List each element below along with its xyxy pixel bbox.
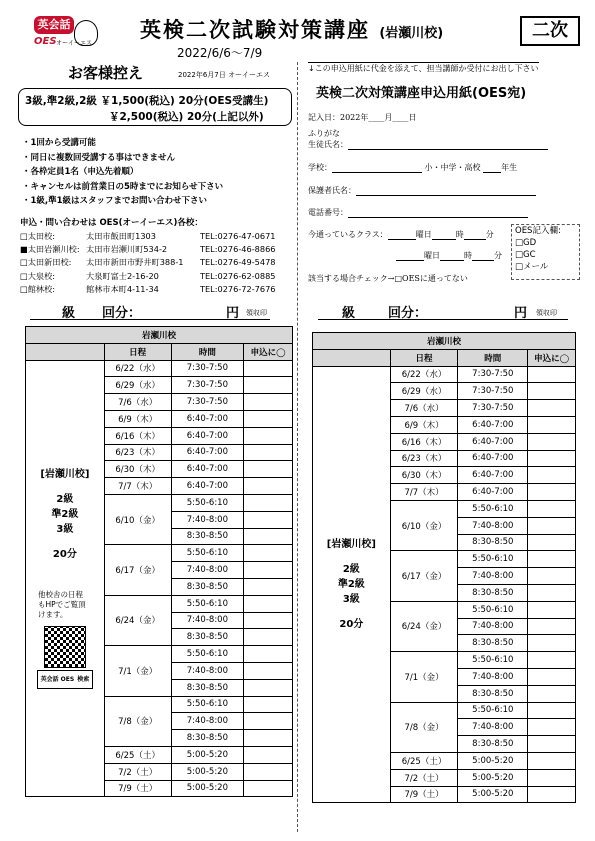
note-item: ・1級,準1級はスタッフまでお問い合わせ下さい <box>22 196 208 206</box>
apply-checkbox[interactable] <box>244 763 293 780</box>
school-tel: TEL:0276-72-7676 <box>200 283 276 294</box>
price-box <box>18 88 292 126</box>
apply-checkbox[interactable] <box>528 551 576 568</box>
apply-checkbox[interactable] <box>244 511 293 528</box>
time-cell: 8:30-8:50 <box>171 629 244 646</box>
grade-3: 3級 <box>342 593 360 605</box>
duration-label: 20分 <box>339 618 364 630</box>
school-address: 太田市飯田町1303 <box>86 231 156 241</box>
time-cell: 7:30-7:50 <box>171 394 244 411</box>
time-cell: 5:00-5:20 <box>458 786 528 803</box>
date-cell: 6/25（土） <box>390 752 458 769</box>
oes-logo <box>34 14 96 58</box>
time-cell: 6:40-7:00 <box>458 484 528 501</box>
grade-pre2: 準2級 <box>51 509 79 521</box>
class-field-2[interactable] <box>396 250 502 261</box>
apply-checkbox[interactable] <box>244 444 293 461</box>
apply-checkbox[interactable] <box>528 517 576 534</box>
other-schools-note: 他校舎の日程もHPでご覧頂けます。 <box>38 590 86 620</box>
contact-heading: 申込・問い合わせは OES(オーイーエス)各校： <box>20 218 203 228</box>
date-cell: 6/17（金） <box>390 551 458 601</box>
school-name: □大泉校: <box>20 270 56 281</box>
apply-checkbox[interactable] <box>244 528 293 545</box>
apply-checkbox[interactable] <box>244 494 293 511</box>
search-badge[interactable] <box>37 670 94 689</box>
time-cell: 7:40-8:00 <box>458 618 528 635</box>
apply-checkbox[interactable] <box>244 662 293 679</box>
apply-checkbox[interactable] <box>528 685 576 702</box>
time-cell: 5:50-6:10 <box>171 545 244 562</box>
time-cell: 5:00-5:20 <box>171 780 244 797</box>
date-cell: 6/16（木） <box>104 427 171 444</box>
header-apply: 申込に◯ <box>528 349 576 366</box>
date-cell: 7/1（金） <box>390 652 458 702</box>
hour-label: 時 <box>455 230 464 239</box>
note-item: ・1回から受講可能 <box>22 138 96 148</box>
time-cell: 6:40-7:00 <box>171 427 244 444</box>
grade-2: 2級 <box>342 563 360 575</box>
entry-date-field[interactable]: 記入日：2022年____月____日 <box>308 113 417 122</box>
schedule-table-form <box>312 332 576 803</box>
time-cell: 7:40-8:00 <box>171 713 244 730</box>
phone-field[interactable] <box>308 207 528 218</box>
time-cell: 5:00-5:20 <box>171 746 244 763</box>
cut-line <box>297 62 298 832</box>
apply-checkbox[interactable] <box>244 679 293 696</box>
notes-list <box>22 136 223 209</box>
time-cell: 8:30-8:50 <box>458 685 528 702</box>
oes-checkbox-gd[interactable]: □GD <box>515 238 537 248</box>
apply-checkbox[interactable] <box>244 612 293 629</box>
apply-checkbox[interactable] <box>528 601 576 618</box>
apply-checkbox[interactable] <box>528 618 576 635</box>
time-cell: 7:40-8:00 <box>171 511 244 528</box>
apply-checkbox[interactable] <box>528 668 576 685</box>
apply-checkbox[interactable] <box>528 383 576 400</box>
apply-checkbox[interactable] <box>528 534 576 551</box>
date-cell: 6/24（金） <box>390 601 458 651</box>
time-cell: 8:30-8:50 <box>171 578 244 595</box>
weekday-label: 曜日 <box>415 230 432 239</box>
time-cell: 7:40-8:00 <box>171 612 244 629</box>
time-cell: 7:40-8:00 <box>458 517 528 534</box>
apply-checkbox[interactable] <box>528 366 576 383</box>
apply-checkbox[interactable] <box>528 450 576 467</box>
time-cell: 7:30-7:50 <box>171 377 244 394</box>
date-cell: 7/6（水） <box>104 394 171 411</box>
header-apply: 申込に◯ <box>244 343 293 360</box>
time-cell: 7:30-7:50 <box>458 400 528 417</box>
date-cell: 6/16（木） <box>390 433 458 450</box>
apply-checkbox[interactable] <box>244 461 293 478</box>
time-cell: 5:00-5:20 <box>458 752 528 769</box>
table-header-row <box>26 343 293 360</box>
table-row <box>26 360 293 377</box>
school-name: ■太田岩瀬川校: <box>20 244 80 255</box>
apply-checkbox[interactable] <box>244 595 293 612</box>
school-row <box>20 230 276 243</box>
time-cell: 6:40-7:00 <box>171 444 244 461</box>
note-item: ・各枠定員1名（申込先着順） <box>22 167 139 177</box>
apply-checkbox[interactable] <box>244 746 293 763</box>
table-school-title: 岩瀬川校 <box>313 333 576 350</box>
time-cell: 8:30-8:50 <box>171 730 244 747</box>
apply-checkbox[interactable] <box>528 769 576 786</box>
apply-checkbox[interactable] <box>244 646 293 663</box>
school-tel: TEL:0276-49-5478 <box>200 257 276 268</box>
note-item: ・同日に複数回受講する事はできません <box>22 152 176 163</box>
school-name: □館林校: <box>20 283 56 294</box>
time-cell: 8:30-8:50 <box>458 534 528 551</box>
apply-checkbox[interactable] <box>528 467 576 484</box>
school-address: 太田市新田市野井町388-1 <box>86 257 184 268</box>
apply-checkbox[interactable] <box>244 427 293 444</box>
yen-label: 円 <box>226 306 240 321</box>
furigana-label: ふりがな <box>308 129 340 138</box>
time-cell: 5:50-6:10 <box>171 646 244 663</box>
customer-copy-label: お客様控え <box>68 64 144 82</box>
title-school: (岩瀬川校) <box>379 26 444 41</box>
date-cell: 6/23（木） <box>104 444 171 461</box>
date-cell: 6/9（木） <box>104 410 171 427</box>
time-cell: 5:50-6:10 <box>458 551 528 568</box>
time-cell: 5:50-6:10 <box>171 595 244 612</box>
price-line-members: 3級,準2級,2級 ￥1,500(税込) 20分(OES受講生) <box>25 95 269 107</box>
date-cell: 6/17（金） <box>104 545 171 595</box>
time-cell: 5:50-6:10 <box>458 500 528 517</box>
table-title-row <box>313 333 576 350</box>
school-label: 学校： <box>308 163 332 172</box>
spacer <box>26 562 104 590</box>
time-cell: 6:40-7:00 <box>458 450 528 467</box>
header-date: 日程 <box>390 349 458 366</box>
date-cell: 6/22（水） <box>104 360 171 377</box>
time-cell: 7:30-7:50 <box>458 366 528 383</box>
header-date: 日程 <box>104 343 171 360</box>
table-row <box>313 366 576 383</box>
school-row <box>20 243 276 256</box>
date-cell: 7/7（木） <box>104 478 171 495</box>
times-label: 回分： <box>102 306 142 321</box>
apply-checkbox[interactable] <box>528 584 576 601</box>
spacer <box>313 607 390 617</box>
time-cell: 6:40-7:00 <box>458 467 528 484</box>
header-blank <box>313 349 391 366</box>
school-tel: TEL:0276-62-0885 <box>200 270 276 281</box>
logo-badge: 英会話 <box>34 16 74 34</box>
apply-checkbox[interactable] <box>244 713 293 730</box>
apply-checkbox[interactable] <box>528 702 576 719</box>
apply-checkbox[interactable] <box>528 568 576 585</box>
table-title-row <box>26 327 293 344</box>
apply-checkbox[interactable] <box>528 416 576 433</box>
apply-checkbox[interactable] <box>244 629 293 646</box>
apply-checkbox[interactable] <box>244 360 293 377</box>
apply-checkbox[interactable] <box>244 410 293 427</box>
date-cell: 6/29（水） <box>390 383 458 400</box>
time-cell: 7:40-8:00 <box>458 668 528 685</box>
spacer <box>26 537 104 547</box>
time-cell: 8:30-8:50 <box>458 635 528 652</box>
apply-checkbox[interactable] <box>528 433 576 450</box>
guardian-field[interactable] <box>308 185 536 196</box>
time-cell: 8:30-8:50 <box>458 584 528 601</box>
grade-3: 3級 <box>56 524 74 536</box>
school-list <box>20 230 276 296</box>
time-cell: 5:50-6:10 <box>171 696 244 713</box>
time-cell: 7:40-8:00 <box>458 719 528 736</box>
apply-checkbox[interactable] <box>528 719 576 736</box>
school-address: 館林市本町4-11-34 <box>86 283 159 294</box>
time-cell: 6:40-7:00 <box>458 433 528 450</box>
time-cell: 6:40-7:00 <box>171 410 244 427</box>
school-row <box>20 256 276 269</box>
grade-label: 級 <box>62 306 76 321</box>
left-school-label: [岩瀬川校] <box>326 538 376 550</box>
course-period: 2022/6/6〜7/9 <box>177 46 263 60</box>
date-cell: 7/7（木） <box>390 484 458 501</box>
grade-2: 2級 <box>56 494 74 506</box>
date-cell: 6/23（木） <box>390 450 458 467</box>
date-cell: 6/30（木） <box>390 467 458 484</box>
oes-staff-box <box>511 224 580 280</box>
receipt-label: 領収印 <box>246 309 267 317</box>
left-school-label: [岩瀬川校] <box>40 469 90 481</box>
time-cell: 7:40-8:00 <box>458 568 528 585</box>
school-address: 太田市岩瀬川町534-2 <box>86 244 168 255</box>
time-cell: 7:40-8:00 <box>171 662 244 679</box>
apply-checkbox[interactable] <box>244 562 293 579</box>
date-cell: 6/10（金） <box>390 500 458 550</box>
student-name-field[interactable] <box>308 139 548 150</box>
time-cell: 5:50-6:10 <box>458 652 528 669</box>
oes-checkbox-gc[interactable]: □GC <box>515 250 536 260</box>
date-cell: 6/22（水） <box>390 366 458 383</box>
time-cell: 5:50-6:10 <box>458 702 528 719</box>
receipt-label: 領収印 <box>536 309 557 317</box>
time-cell: 5:50-6:10 <box>458 601 528 618</box>
apply-checkbox[interactable] <box>528 786 576 803</box>
date-cell: 7/2（土） <box>104 763 171 780</box>
date-cell: 6/29（水） <box>104 377 171 394</box>
apply-checkbox[interactable] <box>528 635 576 652</box>
apply-checkbox[interactable] <box>528 500 576 517</box>
date-cell: 6/25（土） <box>104 746 171 763</box>
title-main: 英検二次試験対策講座 <box>140 18 370 42</box>
grade-label: 級 <box>342 306 356 321</box>
logo-kana: オーイーエス <box>56 40 93 47</box>
school-levels: 小・中学・高校 <box>424 163 481 172</box>
time-cell: 5:00-5:20 <box>171 763 244 780</box>
apply-checkbox[interactable] <box>528 484 576 501</box>
page-title <box>140 14 443 44</box>
oes-box-title: OES記入欄: <box>515 226 561 236</box>
table-school-title: 岩瀬川校 <box>26 327 293 344</box>
time-cell: 6:40-7:00 <box>458 416 528 433</box>
oes-checkbox-mail[interactable]: □メール <box>515 262 549 272</box>
time-cell: 5:00-5:20 <box>458 769 528 786</box>
time-cell: 8:30-8:50 <box>171 679 244 696</box>
apply-checkbox[interactable] <box>244 394 293 411</box>
time-cell: 8:30-8:50 <box>171 528 244 545</box>
school-field[interactable] <box>308 162 517 173</box>
time-cell: 7:30-7:50 <box>458 383 528 400</box>
phone-label: 電話番号： <box>308 208 348 217</box>
minute-label: 分 <box>485 230 494 239</box>
logo-brand: OES <box>34 36 57 47</box>
header-blank <box>26 343 105 360</box>
mascot-icon <box>74 20 98 46</box>
date-cell: 6/24（金） <box>104 595 171 645</box>
date-cell: 7/9（土） <box>104 780 171 797</box>
minute-label: 分 <box>494 251 502 260</box>
issue-date: 2022年6月7日 オーイーエス <box>178 71 270 79</box>
duration-label: 20分 <box>52 549 77 561</box>
apply-checkbox[interactable] <box>244 478 293 495</box>
time-cell: 8:30-8:50 <box>458 736 528 753</box>
school-name: □太田校: <box>20 231 56 241</box>
price-line-others: ￥2,500(税込) 20分(上記以外) <box>109 111 264 123</box>
school-tel: TEL:0276-47-0671 <box>200 231 276 241</box>
form-title: 英検二次対策講座申込用紙(OES宛) <box>316 86 527 101</box>
apply-checkbox[interactable] <box>244 730 293 747</box>
date-cell: 7/2（土） <box>390 769 458 786</box>
apply-checkbox[interactable] <box>528 400 576 417</box>
qr-code-icon <box>44 626 86 668</box>
hour-label: 時 <box>464 251 472 260</box>
school-row <box>20 283 276 296</box>
date-cell: 7/9（土） <box>390 786 458 803</box>
date-cell: 6/9（木） <box>390 416 458 433</box>
student-name-label: 生徒氏名： <box>308 140 348 149</box>
time-cell: 6:40-7:00 <box>171 461 244 478</box>
header-time: 時間 <box>171 343 244 360</box>
qr-label: 英会話 OES <box>40 676 75 684</box>
not-attending-checkbox[interactable]: 該当する場合チェック→□OESに通ってない <box>308 274 468 283</box>
apply-checkbox[interactable] <box>244 377 293 394</box>
qr-search-label: 検索 <box>77 676 90 684</box>
time-cell: 7:40-8:00 <box>171 562 244 579</box>
apply-checkbox[interactable] <box>244 780 293 797</box>
time-cell: 7:30-7:50 <box>171 360 244 377</box>
class-field-1[interactable] <box>308 229 494 240</box>
apply-checkbox[interactable] <box>528 736 576 753</box>
weekday-label: 曜日 <box>424 251 440 260</box>
grade-pre2: 準2級 <box>337 578 365 590</box>
course-info-cell <box>26 360 105 797</box>
schedule-table-customer <box>25 326 293 797</box>
school-address: 大泉町富士2-16-20 <box>86 270 159 281</box>
apply-checkbox[interactable] <box>528 652 576 669</box>
time-cell: 5:50-6:10 <box>171 494 244 511</box>
school-tel: TEL:0276-46-8866 <box>200 244 276 255</box>
time-cell: 6:40-7:00 <box>171 478 244 495</box>
date-cell: 7/8（金） <box>104 696 171 746</box>
apply-checkbox[interactable] <box>244 696 293 713</box>
date-cell: 7/1（金） <box>104 646 171 696</box>
apply-checkbox[interactable] <box>244 545 293 562</box>
apply-checkbox[interactable] <box>528 752 576 769</box>
guardian-label: 保護者氏名： <box>308 186 356 195</box>
school-row <box>20 270 276 283</box>
school-name: □太田新田校: <box>20 257 72 268</box>
yen-label: 円 <box>514 306 528 321</box>
spacer <box>313 552 390 562</box>
school-year-label: 年生 <box>501 163 518 172</box>
form-top-note: ↓この申込用紙に代金を添えて、担当講師か受付にお出し下さい <box>308 64 539 73</box>
spacer <box>26 482 104 492</box>
apply-checkbox[interactable] <box>244 578 293 595</box>
date-cell: 7/8（金） <box>390 702 458 752</box>
date-cell: 7/6（水） <box>390 400 458 417</box>
times-label: 回分： <box>388 306 428 321</box>
table-header-row <box>313 349 576 366</box>
current-class-label: 今通っているクラス： <box>308 230 388 239</box>
course-info-cell <box>313 366 391 803</box>
date-cell: 6/30（木） <box>104 461 171 478</box>
header-time: 時間 <box>458 349 528 366</box>
stage-badge: 二次 <box>520 16 580 46</box>
note-item: ・キャンセルは前営業日の5時までにお知らせ下さい <box>22 181 224 192</box>
date-cell: 6/10（金） <box>104 494 171 544</box>
